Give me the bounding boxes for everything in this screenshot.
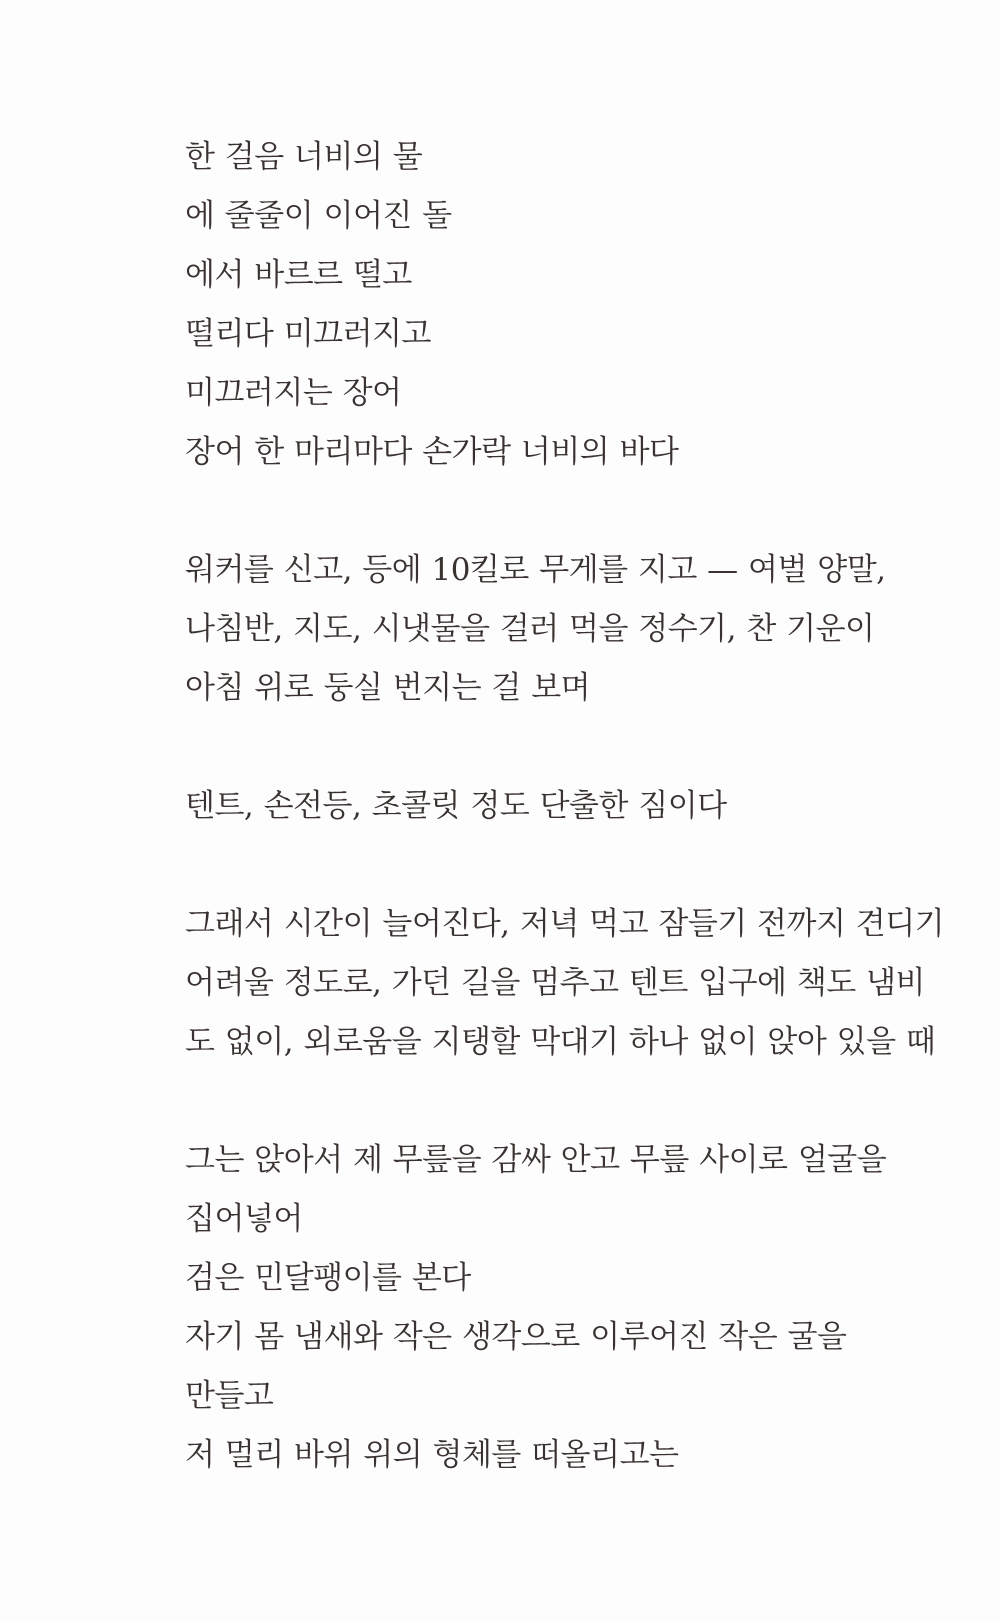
- poem-line: 미끄러지는 장어: [185, 375, 402, 411]
- poem-line: 저 멀리 바위 위의 형체를 떠올리고는: [185, 1437, 679, 1473]
- poem-line: 만들고: [185, 1378, 274, 1414]
- poem-stanza: [185, 777, 945, 836]
- poem-line: 에서 바르르 떨고: [185, 257, 412, 293]
- poem-line: 텐트, 손전등, 초콜릿 정도 단출한 짐이다: [185, 788, 727, 824]
- poem-line: 에 줄줄이 이어진 돌: [185, 198, 452, 234]
- poem-container: [185, 128, 945, 1485]
- poem-line: 검은 민달팽이를 본다: [185, 1260, 471, 1296]
- poem-line: 집어넣어: [185, 1201, 303, 1237]
- poem-line: 장어 한 마리마다 손가락 너비의 바다: [185, 434, 679, 470]
- poem-line: 어려울 정도로, 가던 길을 멈추고 텐트 입구에 책도 냄비: [185, 965, 925, 1001]
- poem-line: 한 걸음 너비의 물: [185, 139, 423, 175]
- poem-line: 자기 몸 냄새와 작은 생각으로 이루어진 작은 굴을: [185, 1319, 847, 1355]
- poem-line: 그는 앉아서 제 무릎을 감싸 안고 무릎 사이로 얼굴을: [185, 1142, 887, 1178]
- poem-stanza: [185, 128, 945, 482]
- poem-stanza: [185, 1131, 945, 1485]
- poem-line: 나침반, 지도, 시냇물을 걸러 먹을 정수기, 찬 기운이: [185, 611, 875, 647]
- poem-line: 그래서 시간이 늘어진다, 저녁 먹고 잠들기 전까지 견디기: [185, 906, 945, 942]
- poem-line: 워커를 신고, 등에 10킬로 무게를 지고 — 여벌 양말,: [185, 552, 886, 588]
- poem-line: 아침 위로 둥실 번지는 걸 보며: [185, 670, 591, 706]
- poem-stanza: [185, 541, 945, 718]
- poem-stanza: [185, 895, 945, 1072]
- poem-line: 떨리다 미끄러지고: [185, 316, 431, 352]
- poem-line: 도 없이, 외로움을 지탱할 막대기 하나 없이 앉아 있을 때: [185, 1024, 936, 1060]
